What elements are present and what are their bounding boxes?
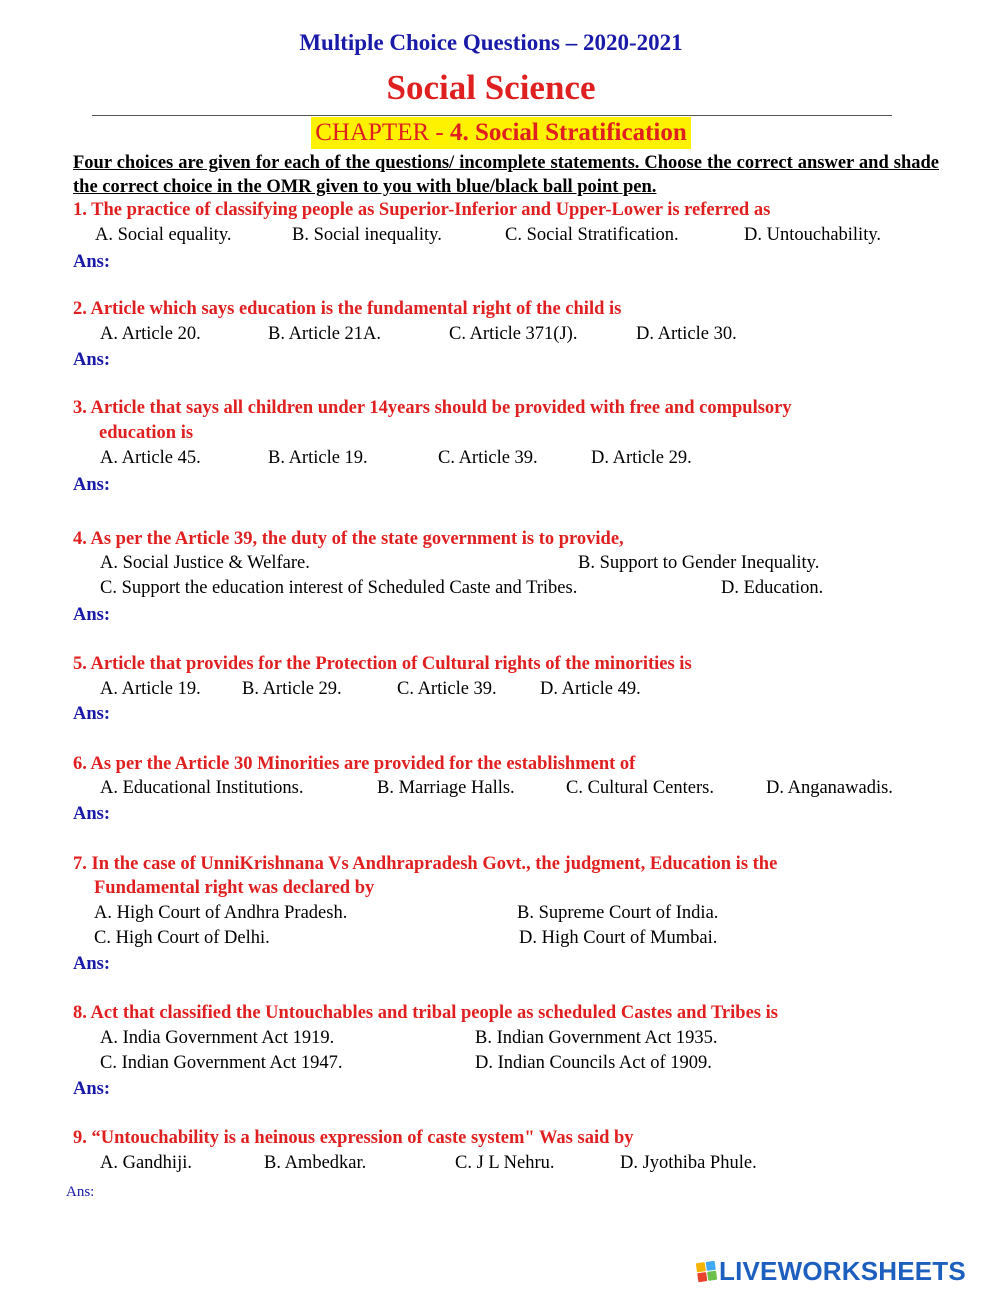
question-2-option-b[interactable]: B. Article 21A. [268, 324, 382, 344]
logo-square-green [707, 1270, 717, 1280]
question-8-option-d[interactable]: D. Indian Councils Act of 1909. [475, 1053, 712, 1073]
liveworksheets-brand: LIVEWORKSHEETS [719, 1255, 966, 1286]
subject-title: Social Science [386, 68, 596, 107]
question-8-option-b[interactable]: B. Indian Government Act 1935. [475, 1028, 718, 1048]
question-3-answer-label: Ans: [73, 475, 111, 495]
question-2-option-c[interactable]: C. Article 371(J). [449, 324, 578, 344]
question-7-answer-label: Ans: [73, 954, 111, 974]
question-7-option-c[interactable]: C. High Court of Delhi. [94, 928, 270, 948]
question-9-option-a[interactable]: A. Gandhiji. [100, 1153, 192, 1173]
question-9-answer-label: Ans: [66, 1184, 95, 1200]
question-4-option-a[interactable]: A. Social Justice & Welfare. [100, 553, 310, 573]
question-1-option-b[interactable]: B. Social inequality. [292, 225, 442, 245]
question-4-text: 4. As per the Article 39, the duty of the state government is to provide, [73, 529, 624, 549]
chapter-heading [0, 117, 1000, 149]
question-3-option-c[interactable]: C. Article 39. [438, 448, 538, 468]
question-3-text-line1: 3. Article that says all children under 14years should be provided with free and compulsory [73, 398, 792, 418]
question-2-option-a[interactable]: A. Article 20. [100, 324, 201, 344]
question-9-option-b[interactable]: B. Ambedkar. [264, 1153, 367, 1173]
instructions-part1: Four choices are given for each of the questions/ [73, 153, 455, 173]
logo-square-yellow [696, 1262, 706, 1272]
question-3-option-d[interactable]: D. Article 29. [591, 448, 692, 468]
question-8-text: 8. Act that classified the Untouchables and tribal people as scheduled Castes and Tribes is [73, 1003, 778, 1023]
question-6-text: 6. As per the Article 30 Minorities are provided for the establishment of [73, 754, 636, 774]
question-5-option-b[interactable]: B. Article 29. [242, 679, 342, 699]
question-9-option-d[interactable]: D. Jyothiba Phule. [620, 1153, 757, 1173]
question-3-option-a[interactable]: A. Article 45. [100, 448, 201, 468]
logo-square-blue [706, 1260, 716, 1270]
question-1-option-c[interactable]: C. Social Stratification. [505, 225, 679, 245]
question-5-option-d[interactable]: D. Article 49. [540, 679, 641, 699]
question-6-option-b[interactable]: B. Marriage Halls. [377, 778, 515, 798]
chapter-name: 4. Social Stratification [449, 119, 687, 146]
question-1-text: 1. The practice of classifying people as Superior-Inferior and Upper-Lower is referred as [73, 200, 771, 220]
question-2-text: 2. Article which says education is the fundamental right of the child is [73, 299, 622, 319]
question-6-answer-label: Ans: [73, 804, 111, 824]
question-6-option-a[interactable]: A. Educational Institutions. [100, 778, 304, 798]
question-7-option-b[interactable]: B. Supreme Court of India. [517, 903, 719, 923]
liveworksheets-logo-icon [696, 1260, 717, 1281]
question-1-answer-label: Ans: [73, 252, 111, 272]
question-9-text: 9. “Untouchability is a heinous expression of caste system" Was said by [73, 1128, 634, 1148]
question-4-option-b[interactable]: B. Support to Gender Inequality. [578, 553, 820, 573]
question-5-answer-label: Ans: [73, 704, 111, 724]
instructions-part3: pen. [618, 177, 657, 197]
liveworksheets-logo[interactable] [697, 1256, 966, 1286]
question-4-option-d[interactable]: D. Education. [721, 578, 824, 598]
logo-square-red [697, 1272, 707, 1282]
question-8-option-c[interactable]: C. Indian Government Act 1947. [100, 1053, 343, 1073]
question-4-answer-label: Ans: [73, 605, 111, 625]
question-4-option-c[interactable]: C. Support the education interest of Scheduled Caste and Tribes. [100, 578, 578, 598]
question-7-text-line2: Fundamental right was declared by [94, 878, 375, 898]
question-6-option-c[interactable]: C. Cultural Centers. [566, 778, 714, 798]
worksheet-title: Multiple Choice Questions – 2020-2021 [299, 30, 683, 55]
question-2-answer-label: Ans: [73, 350, 111, 370]
question-7-text-line1: 7. In the case of UnniKrishnana Vs Andhrapradesh Govt., the judgment, Education is the [73, 854, 778, 874]
header-divider [92, 115, 892, 116]
question-5-option-a[interactable]: A. Article 19. [100, 679, 201, 699]
question-7-option-d[interactable]: D. High Court of Mumbai. [519, 928, 718, 948]
question-5-text: 5. Article that provides for the Protection of Cultural rights of the minorities is [73, 654, 692, 674]
question-6-option-d[interactable]: D. Anganawadis. [766, 778, 893, 798]
question-5-option-c[interactable]: C. Article 39. [397, 679, 497, 699]
chapter-prefix: CHAPTER - [315, 119, 450, 146]
instructions [73, 151, 939, 199]
question-8-option-a[interactable]: A. India Government Act 1919. [100, 1028, 335, 1048]
instructions-part2: incomplete statements. Choose the correct answer and shade the correct choice in the OMR given to you with blue/black ball point [73, 153, 939, 197]
question-2-option-d[interactable]: D. Article 30. [636, 324, 737, 344]
question-8-answer-label: Ans: [73, 1079, 111, 1099]
question-9-option-c[interactable]: C. J L Nehru. [455, 1153, 555, 1173]
question-3-option-b[interactable]: B. Article 19. [268, 448, 368, 468]
question-7-option-a[interactable]: A. High Court of Andhra Pradesh. [94, 903, 348, 923]
question-1-option-d[interactable]: D. Untouchability. [744, 225, 882, 245]
question-3-text-line2: education is [99, 423, 194, 443]
question-1-option-a[interactable]: A. Social equality. [95, 225, 232, 245]
chapter-highlight [311, 117, 691, 149]
